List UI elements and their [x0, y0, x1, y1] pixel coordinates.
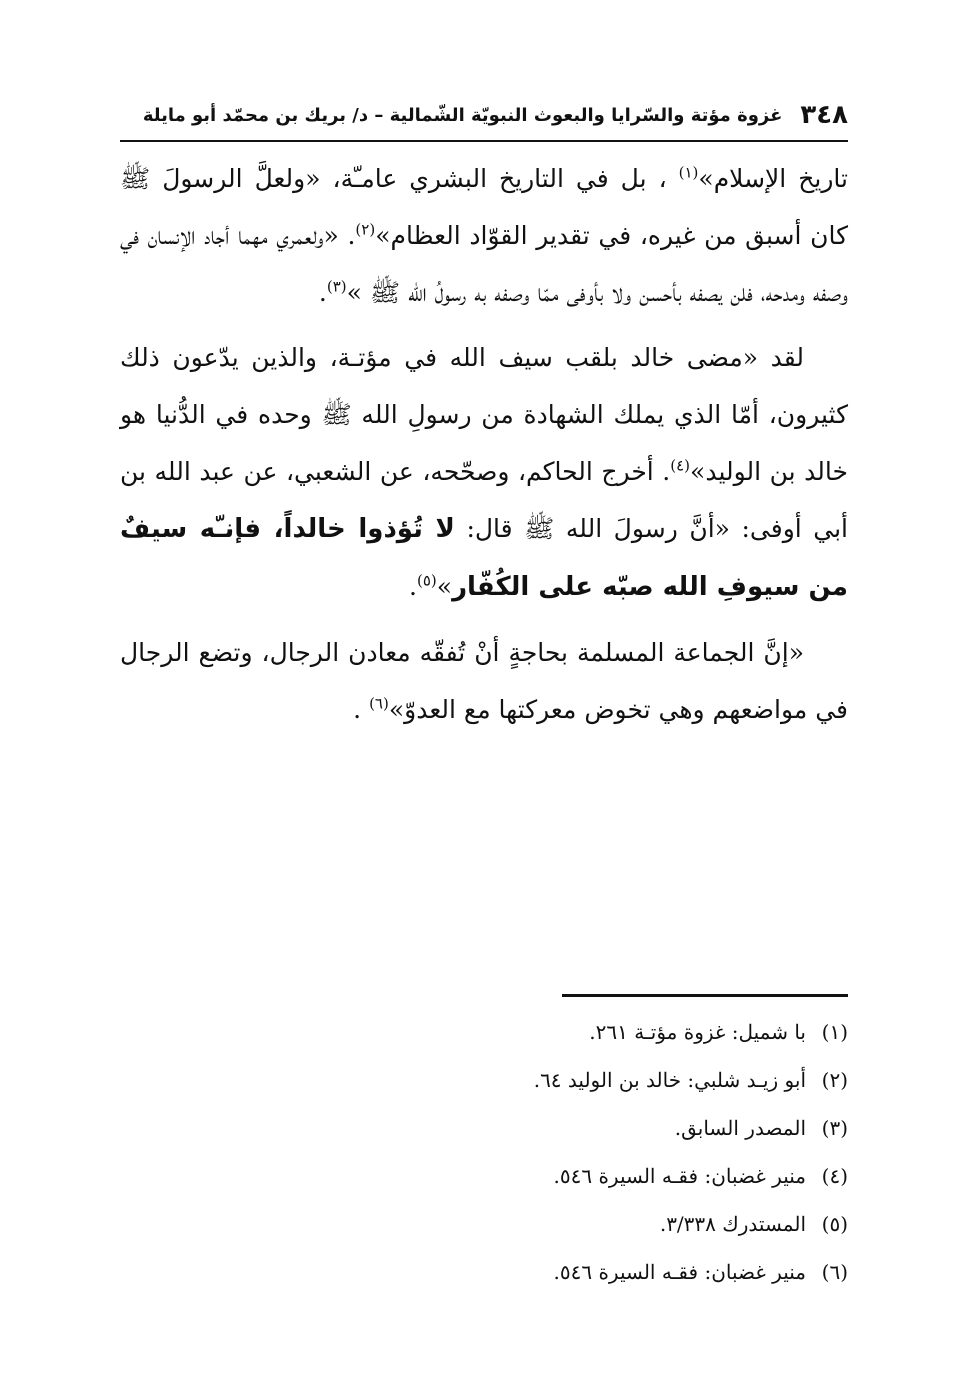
footnote-text: أبو زيـد شلبي: خالد بن الوليد ٦٤.: [533, 1068, 806, 1092]
footnote-5: [120, 1200, 848, 1248]
footnote-6: [120, 1248, 848, 1296]
main-text: [120, 150, 848, 746]
page-header: [120, 92, 848, 138]
footnote-text: با شميل: غزوة مؤتـة ٢٦١.: [589, 1020, 806, 1044]
page-number: ٣٤٨: [800, 100, 848, 130]
hadith-quote: لا تُؤذوا خالداً، فإنـّه سيفٌ من سيوفِ الله صبّه على الكُفّار: [120, 514, 848, 602]
footnote-text: المصدر السابق.: [674, 1116, 806, 1140]
footnote-ref-5: (٥): [417, 571, 437, 590]
footnote-number: (٢): [821, 1068, 848, 1092]
paragraph-1: تاريخ الإسلام»$^{(١)}$ ، بل في التاريخ البشري عامـّة، «ولعلَّ الرسولَ ﷺ كان أسبق من غيره، في تقدير القوّاد العظام»$^{(٢)}$. «ولعمري مهما أجاد الإنسان في وصفه ومدحه، فلن يصفه بأحسن ولا بأوفى ممّا وصفه به رسولُ الله ﷺ »$^{(٣)}$.: [120, 163, 848, 307]
footnote-text: منير غضبان: فقـه السيرة ٥٤٦.: [553, 1260, 806, 1284]
footnote-number: (٤): [821, 1164, 848, 1188]
footnote-ref-1: (١): [678, 163, 699, 182]
footnote-1: [120, 1008, 848, 1056]
footnote-text: منير غضبان: فقـه السيرة ٥٤٦.: [553, 1164, 806, 1188]
footnote-3: [120, 1104, 848, 1152]
footnote-ref-4: (٤): [670, 456, 691, 475]
footnote-ref-6: (٦): [369, 694, 389, 713]
footnote-ref-2: (٢): [355, 220, 376, 239]
footnote-number: (٥): [821, 1212, 848, 1236]
footnote-4: [120, 1152, 848, 1200]
footnote-number: (٣): [821, 1116, 848, 1140]
footnote-ref-3: (٣): [326, 277, 347, 296]
paragraph-3: «إنَّ الجماعة المسلمة بحاجةٍ أنْ تُفقّه معادن الرجال، وتضع الرجال في مواضعهم وهي تخوض معركتها مع العدوّ»$^{(٦)}$ .: [120, 638, 848, 724]
footnotes: [120, 1008, 848, 1296]
footnote-divider: [562, 994, 848, 997]
running-title: غزوة مؤتة والسّرايا والبعوث النبويّة الشّمالية – د/ بريك بن محمّد أبو مايلة: [142, 104, 783, 126]
footnote-text: المستدرك ٣/٣٣٨.: [659, 1212, 806, 1236]
header-divider: [120, 140, 848, 142]
paragraph-2: لقد «مضى خالد بلقب سيف الله في مؤتـة، والذين يدّعون ذلك كثيرون، أمّا الذي يملك الشهادة من رسولِ الله ﷺ وحده في الدُّنيا هو خالد بن الوليد»$^{(٤)}$. أخرج الحاكم، وصحّحه، عن الشعبي، عن عبد الله بن أبي أوفى: «أنَّ رسولَ الله ﷺ قال: لا تُؤذوا خالداً، فإنـّه سيفٌ من سيوفِ الله صبّه على الكُفّار»$^{(٥)}$.: [120, 343, 849, 602]
footnote-2: [120, 1056, 848, 1104]
footnote-number: (٦): [821, 1260, 848, 1284]
footnote-number: (١): [821, 1020, 848, 1044]
